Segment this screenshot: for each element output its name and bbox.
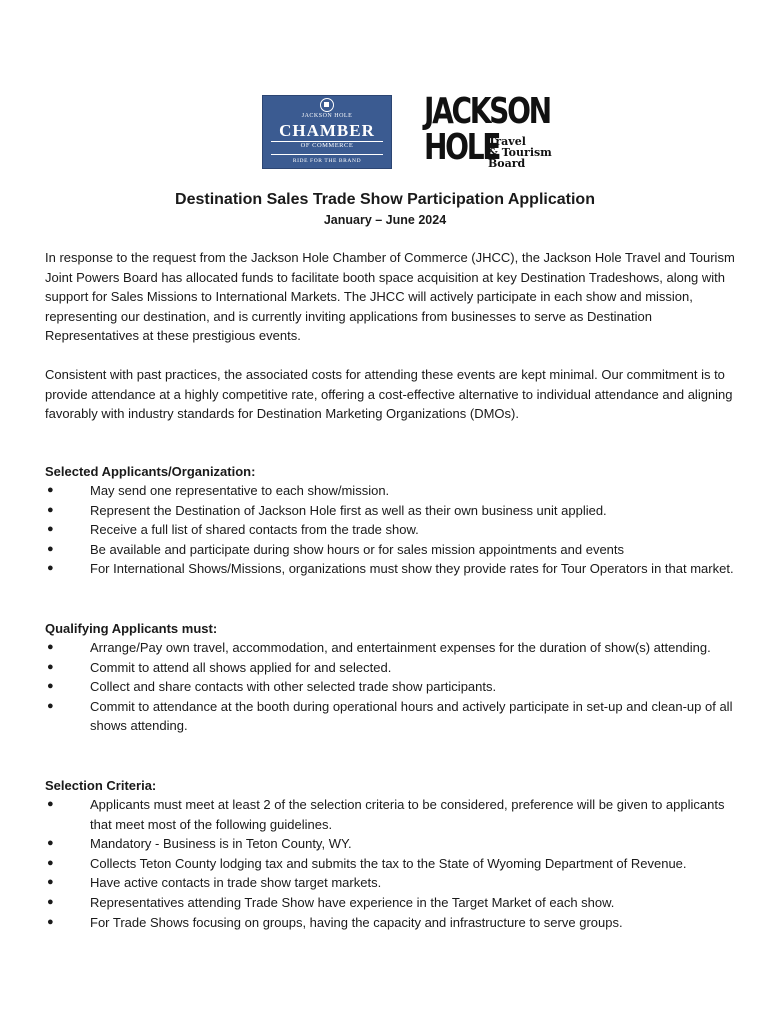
list-item-text: For Trade Shows focusing on groups, having the capacity and infrastructure to serve groups.	[90, 914, 623, 930]
list-item	[45, 638, 735, 658]
chamber-logo-main-text: CHAMBER	[279, 121, 375, 140]
bullet-icon: ●	[47, 562, 54, 575]
list-item	[45, 540, 735, 560]
bullet-icon: ●	[47, 523, 54, 536]
bullet-icon: ●	[47, 699, 54, 712]
list-item	[45, 559, 735, 579]
list-item	[45, 834, 735, 854]
bullet-icon: ●	[47, 837, 54, 850]
list-item-text: Represent the Destination of Jackson Hole first as well as their own business unit applied.	[90, 502, 607, 518]
list-item-text: Commit to attendance at the booth during operational hours and actively participate in set-up and clean-up of all shows attending.	[90, 698, 733, 734]
bullet-icon: ●	[47, 503, 54, 516]
list-item-text: Be available and participate during show hours or for sales mission appointments and events	[90, 541, 625, 557]
list-item	[45, 854, 735, 874]
list-item-text: Have active contacts in trade show target markets.	[90, 875, 382, 891]
list-item	[45, 873, 735, 893]
chamber-logo-top-text: JACKSON HOLE	[301, 113, 353, 119]
intro-paragraph: In response to the request from the Jackson Hole Chamber of Commerce (JHCC), the Jackson Hole Travel and Tourism Joint Powers Board has allocated funds to facilitate booth space acquisition at key Destination Tradeshows, along with support for Sales Missions to International Markets. The JHCC will actively participate in each show and mission, representing our destination, and is currently inviting applications from businesses to serve as Destination Representatives at these prestigious events.	[45, 250, 735, 344]
bullet-icon: ●	[47, 484, 54, 496]
section-heading-selection-criteria: Selection Criteria:	[45, 778, 157, 793]
bullet-icon: ●	[47, 680, 54, 693]
section-heading-selected-applicants: Selected Applicants/Organization:	[45, 464, 256, 479]
list-item-text: For International Shows/Missions, organizations must show they provide rates for Tour Operators in that market.	[90, 561, 734, 577]
bullet-icon: ●	[47, 542, 54, 555]
chamber-emblem-icon	[320, 98, 334, 112]
list-item-text: Collect and share contacts with other selected trade show participants.	[90, 679, 497, 695]
list-item	[45, 677, 735, 697]
list-item-text: Applicants must meet at least 2 of the selection criteria to be considered, preference will be given to applicants that meet most of the following guidelines.	[90, 797, 725, 832]
travel-board-logo-side1: Travel	[488, 135, 526, 148]
list-item	[45, 481, 735, 501]
chamber-logo-tagline: RIDE FOR THE BRAND	[292, 158, 362, 164]
selection-criteria-list	[45, 795, 735, 932]
list-item	[45, 913, 735, 933]
list-item-text: Mandatory - Business is in Teton County, WY.	[90, 836, 352, 852]
chamber-logo-rule	[271, 154, 383, 155]
travel-board-logo-side3: Board	[488, 157, 526, 170]
bullet-icon: ●	[47, 641, 54, 653]
list-item-text: Receive a full list of shared contacts from the trade show.	[90, 522, 419, 538]
costs-paragraph: Consistent with past practices, the associated costs for attending these events are kept minimal. Our commitment is to provide attendance at a highly competitive rate, offering a cost-effective alternative to individual attendance and aligning favorably with industry standards for Destination Marketing Organizations (DMOs).	[45, 367, 733, 422]
selected-applicants-list	[45, 481, 735, 579]
travel-tourism-board-logo	[424, 93, 564, 173]
bullet-icon: ●	[47, 876, 54, 889]
bullet-icon: ●	[47, 895, 54, 908]
list-item	[45, 893, 735, 913]
list-item-text: Collects Teton County lodging tax and submits the tax to the State of Wyoming Department of Revenue.	[90, 855, 687, 871]
chamber-logo-sub-text: OF COMMERCE	[300, 142, 354, 149]
list-item-text: May send one representative to each show/mission.	[90, 483, 390, 498]
document-title: Destination Sales Trade Show Participation Application	[175, 191, 595, 208]
list-item-text: Arrange/Pay own travel, accommodation, and entertainment expenses for the duration of show(s) attending.	[90, 640, 711, 655]
bullet-icon: ●	[47, 915, 54, 928]
list-item	[45, 520, 735, 540]
chamber-of-commerce-logo	[262, 95, 392, 169]
travel-board-logo-line2: HOLE	[424, 127, 500, 168]
list-item	[45, 501, 735, 521]
list-item	[45, 795, 735, 834]
list-item	[45, 697, 735, 736]
qualifying-applicants-list	[45, 638, 735, 736]
section-heading-qualifying-applicants: Qualifying Applicants must:	[45, 621, 218, 636]
list-item	[45, 658, 735, 678]
bullet-icon: ●	[47, 660, 54, 673]
list-item-text: Commit to attend all shows applied for and selected.	[90, 659, 392, 675]
travel-board-logo-line1: JACKSON	[424, 91, 550, 132]
travel-board-logo-side2: & Tourism	[488, 146, 552, 159]
bullet-icon: ●	[47, 856, 54, 869]
bullet-icon: ●	[47, 798, 54, 810]
document-date-range: January – June 2024	[323, 213, 447, 227]
list-item-text: Representatives attending Trade Show have experience in the Target Market of each show.	[90, 894, 615, 910]
